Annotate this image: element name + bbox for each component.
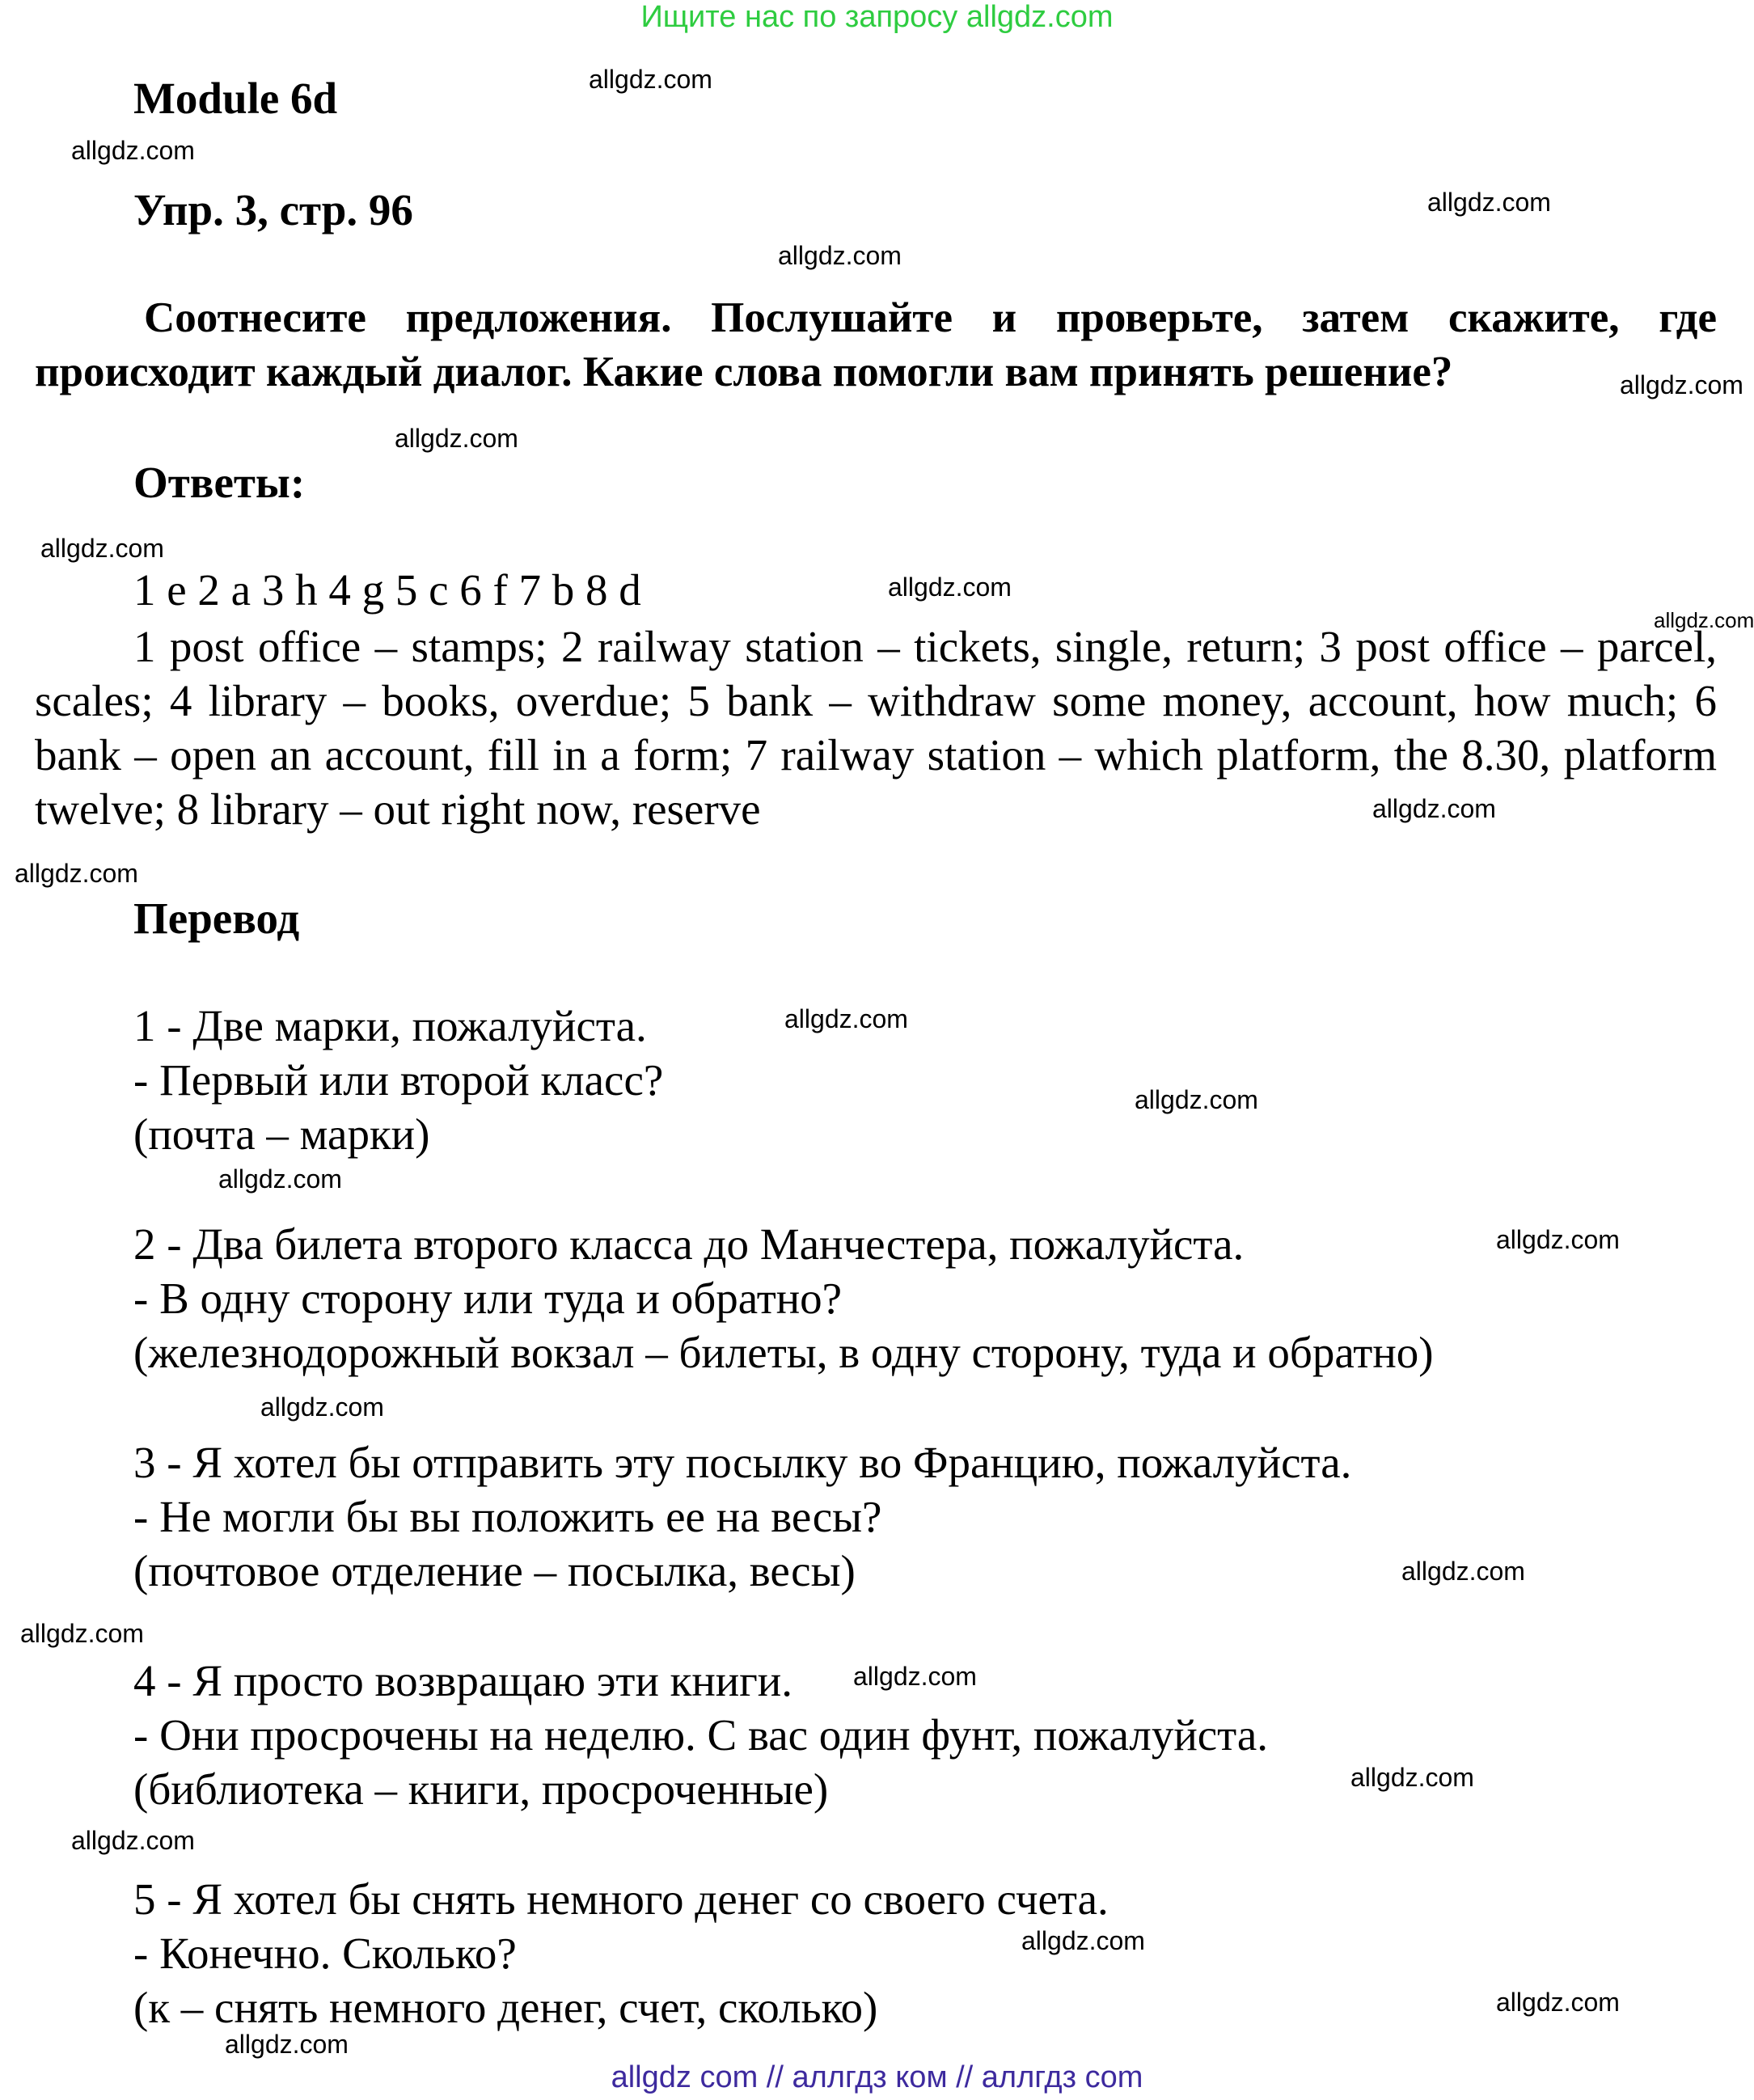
dialog-line: 4 - Я просто возвращаю эти книги. [133, 1656, 792, 1705]
dialog-4 [133, 1654, 1268, 1816]
watermark: allgdz.com [784, 1004, 908, 1033]
watermark: allgdz.com [1496, 1988, 1620, 2017]
translation-heading: Перевод [133, 894, 300, 943]
watermark: allgdz.com [218, 1164, 342, 1194]
watermark: allgdz.com [1372, 794, 1496, 823]
answers-explanation: 1 post office – stamps; 2 railway station – tickets, single, return; 3 post office – parcel, scales; 4 library – books, overdue; 5 bank – withdraw some money, account, how much; 6 bank – open an account, fill in a form; 7 railway station – which platform, the 8.30, platform twelve; 8 library – out right now, reserve [35, 622, 1717, 834]
watermark: allgdz.com [853, 1662, 977, 1691]
dialog-line: 2 - Два билета второго класса до Манчестера, пожалуйста. [133, 1219, 1245, 1269]
watermark: allgdz.com [225, 2030, 349, 2059]
footer-links[interactable]: allgdz com // аллгдз ком // аллгдз com [611, 2060, 1143, 2094]
dialog-line: 3 - Я хотел бы отправить эту посылку во Францию, пожалуйста. [133, 1438, 1352, 1487]
top-banner[interactable]: Ищите нас по запросу allgdz.com [640, 0, 1114, 34]
answers-heading: Ответы: [133, 458, 306, 507]
dialog-line: - Конечно. Сколько? [133, 1929, 517, 1978]
dialog-2 [133, 1217, 1434, 1380]
watermark: allgdz.com [1350, 1763, 1474, 1792]
dialog-line: - Первый или второй класс? [133, 1055, 664, 1105]
watermark: allgdz.com [1135, 1085, 1258, 1114]
watermark: allgdz.com [888, 573, 1012, 602]
watermark: allgdz.com [1021, 1926, 1145, 1955]
dialog-line: - Они просрочены на неделю. С вас один фунт, пожалуйста. [133, 1710, 1269, 1760]
watermark: allgdz.com [589, 65, 712, 94]
watermark: allgdz.com [1401, 1557, 1525, 1586]
dialog-1 [133, 999, 663, 1161]
dialog-5 [133, 1872, 1109, 2035]
dialog-line: (к – снять немного денег, счет, сколько) [133, 1983, 878, 2032]
module-title: Module 6d [133, 74, 338, 123]
answers-key: 1 e 2 a 3 h 4 g 5 c 6 f 7 b 8 d [133, 565, 641, 615]
dialog-line: 1 - Две марки, пожалуйста. [133, 1001, 647, 1050]
dialog-3 [133, 1435, 1351, 1598]
task-text: Соотнесите предложения. Послушайте и проверьте, затем скажите, где происходит каждый диалог. Какие слова помогли вам принять решение? [35, 294, 1717, 395]
exercise-title: Упр. 3, стр. 96 [133, 185, 413, 235]
watermark: allgdz.com [395, 424, 518, 453]
watermark: allgdz.com [778, 241, 902, 270]
dialog-line: (почта – марки) [133, 1109, 430, 1159]
watermark: allgdz.com [1496, 1225, 1620, 1254]
watermark: allgdz.com [40, 534, 164, 563]
dialog-line: (библиотека – книги, просроченные) [133, 1764, 829, 1814]
watermark: allgdz.com [71, 136, 195, 165]
dialog-line: (почтовое отделение – посылка, весы) [133, 1546, 856, 1595]
dialog-line: - В одну сторону или туда и обратно? [133, 1274, 843, 1323]
watermark: allgdz.com [20, 1619, 144, 1648]
task-instruction [35, 291, 1717, 399]
dialog-line: 5 - Я хотел бы снять немного денег со своего счета. [133, 1874, 1109, 1924]
watermark: allgdz.com [1427, 188, 1551, 217]
watermark: allgdz.com [1620, 370, 1743, 399]
watermark: allgdz.com [260, 1392, 384, 1422]
watermark: allgdz.com [1654, 608, 1754, 632]
watermark: allgdz.com [15, 859, 138, 888]
watermark: allgdz.com [71, 1826, 195, 1855]
dialog-line: - Не могли бы вы положить ее на весы? [133, 1492, 882, 1541]
dialog-line: (железнодорожный вокзал – билеты, в одну сторону, туда и обратно) [133, 1328, 1434, 1377]
